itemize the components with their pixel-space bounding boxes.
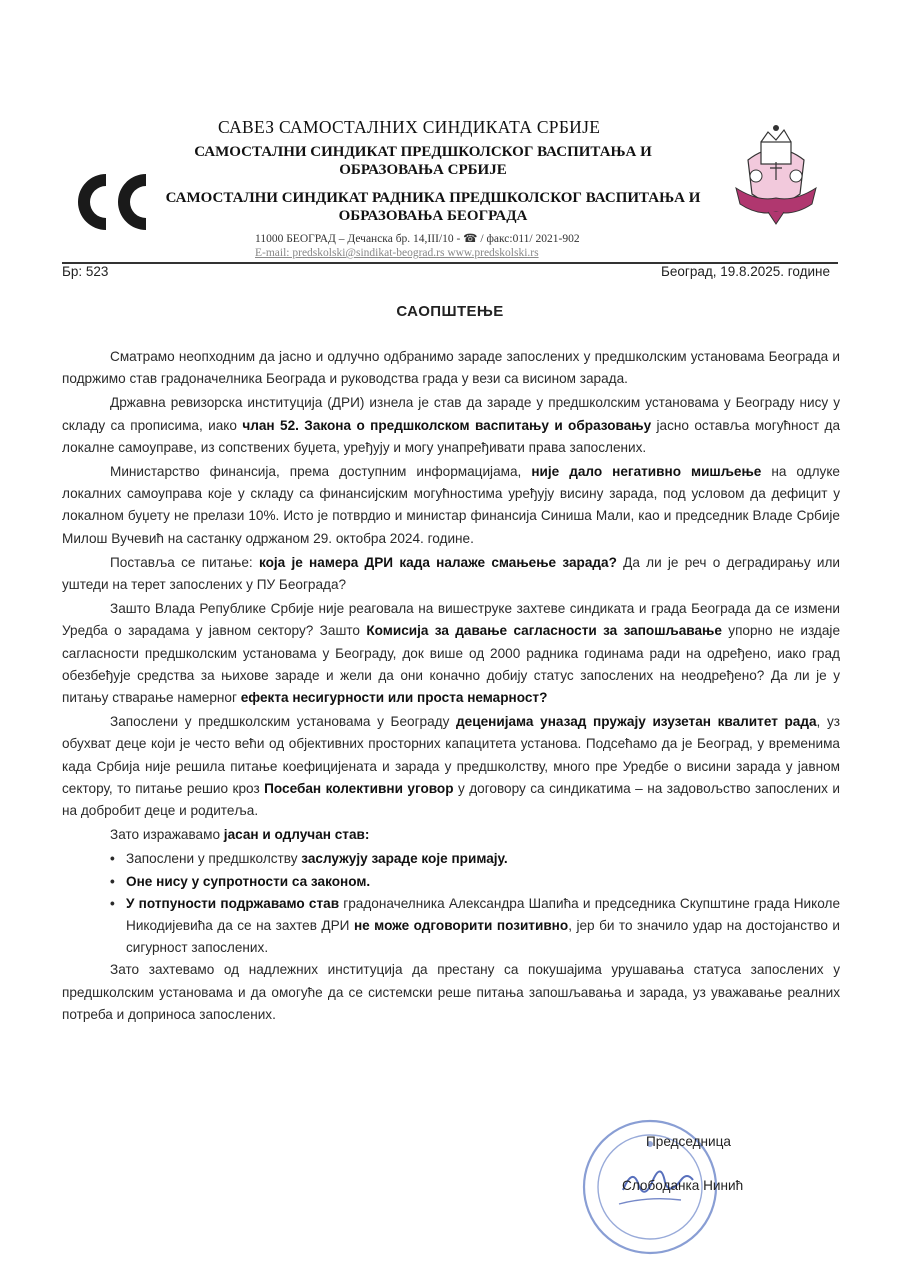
text-run: , јер би то значило удар на достојанство и сигурност запослених. — [126, 918, 840, 956]
signatory-name: Слободанка Нинић — [622, 1178, 744, 1193]
list-item — [110, 871, 840, 893]
union-name-belgrade: САМОСТАЛНИ СИНДИКАТ РАДНИКА ПРЕДШКОЛСКОГ ВАСПИТАЊА И ОБРАЗОВАЊА БЕОГРАДА — [165, 190, 701, 224]
document-body — [62, 346, 840, 1028]
bold-text: Комисија за давање сагласности за запошљавање — [366, 623, 722, 639]
text-run: Да ли је реч о деградирању или уштеди на терет запослених у ПУ Београда? — [62, 554, 840, 593]
text-run: Поставља се питање: — [110, 554, 259, 570]
union-name-serbia: САМОСТАЛНИ СИНДИКАТ ПРЕДШКОЛСКОГ ВАСПИТАЊА И ОБРАЗОВАЊА СРБИЈЕ — [194, 144, 652, 178]
paragraph-1: Сматрамо неопходним да јасно и одлучно одбранимо зараде запослених у предшколским установама Београда и подржимо став градоначелника Београда и руководства града у вези са висином зарада. — [62, 349, 840, 387]
bold-text: не може одговорити позитивно — [353, 918, 569, 934]
text-run: Државна ревизорска институција (ДРИ) изнела је став да зараде у предшколским установама у Београду нису у складу са прописима, иако — [62, 395, 840, 433]
paragraph-7 — [62, 824, 840, 846]
federation-name: САВЕЗ САМОСТАЛНИХ СИНДИКАТА СРБИЈЕ — [218, 117, 601, 137]
bold-text: ефекта несигурности или проста немарност? — [240, 690, 548, 706]
position-list — [62, 848, 840, 959]
text-run: упорно не издаје сагласности предшколским установама у Београду, док више од 2000 радника годинама ради на одређено, иако град обезбеђује средства за њихове зараде и жели да они коначно добију статус запослених на неодређено? Да ли је у питању стварање намерног — [62, 623, 840, 706]
bullet-icon: • — [110, 851, 115, 867]
text-run: , уз обухват деце који је често већи од објективних просторних капацитета установа. Подсећамо да је Београд, у временима када Србија није решила питање коефицијената и зарада у предшколству, много пре Уредбе о висини зарада у јавном сектору, то питање решио кроз — [62, 714, 840, 796]
bold-text: деценијама уназад пружају изузетан квалитет рада — [456, 714, 817, 730]
bold-text: Оне нису у супротности са законом. — [126, 873, 371, 889]
bold-text: Посебан колективни уговор — [264, 780, 454, 796]
text-run: Запослени у предшколским установама у Београду — [110, 714, 457, 730]
bold-text: која је намера ДРИ када налаже смањење зарада? — [258, 554, 617, 570]
paragraph-6 — [62, 711, 840, 822]
text-run: јасно оставља могућност да локалне самоуправе, из сопствених буџета, уређују и могу унапређивати права запослених. — [62, 417, 841, 455]
document-title: САОПШТЕЊЕ — [396, 303, 504, 320]
text-run: Министарство финансија, према доступним информацијама, — [110, 464, 532, 480]
list-item — [110, 893, 840, 960]
union-logo-icon — [72, 166, 150, 238]
bold-text: јасан и одлучан став: — [223, 827, 370, 843]
text-run: у договору са синдикатима – на задовољство запослених и на добробит деце и родитеља. — [62, 780, 840, 819]
bold-text: није дало негативно мишљење — [531, 464, 762, 480]
list-item — [110, 848, 840, 870]
document-number: Бр: 523 — [62, 264, 109, 279]
union-crest-icon — [728, 120, 824, 230]
bold-text: заслужују зараде које примају. — [301, 851, 508, 867]
bullet-icon: • — [110, 873, 115, 889]
bullet-icon: • — [110, 895, 115, 911]
text-run: Зашто Влада Републике Србије није реаговала на вишеструке захтеве синдиката и града Београда да се измени Уредба о зарадама у јавном сектору? Зашто — [62, 601, 840, 639]
document-date: Београд, 19.8.2025. године — [661, 264, 830, 279]
paragraph-4 — [62, 552, 840, 596]
text-run: на одлуке локалних самоуправа које у складу са финансијским могућностима уређују висину зарада, под условом да дефицит у локалном буџету не прелази 10%. Исто је потврдио и министар финансија Синиша Мали, као и председник Владе Србије Милош Вучевић на састанку одржаном 29. октобра 2024. године. — [62, 464, 840, 546]
paragraph-2 — [62, 392, 840, 459]
text-run: градоначелника Александра Шапића и председника Скупштине града Николе Никодијевића да се на захтев ДРИ — [126, 895, 841, 934]
paragraph-8: Зато захтевамо од надлежних институција да престану са покушајима урушавања статуса запослених у предшколским установама и да омогуће да се системски реше питања запошљавања и зарада, уз уважавање реалних потреба и доприноса запослених. — [62, 962, 840, 1022]
text-run: Запослени у предшколству — [126, 851, 302, 867]
paragraph-5 — [62, 598, 840, 709]
paragraph-3 — [62, 461, 840, 550]
signatory-role: Председница — [646, 1134, 731, 1149]
bold-text: члан 52. Закона о предшколском васпитању и образовању — [242, 417, 652, 433]
union-address: 11000 БЕОГРАД – Дечанска бр. 14,III/10 - ☎ / факс:011/ 2021-902 — [255, 233, 580, 245]
text-run: Зато изражавамо — [110, 827, 224, 843]
union-email-link[interactable]: E-mail: predskolski@sindikat-beograd.rs www.predskolski.rs — [255, 247, 539, 259]
bold-text: У потпуности подржавамо став — [126, 895, 340, 911]
